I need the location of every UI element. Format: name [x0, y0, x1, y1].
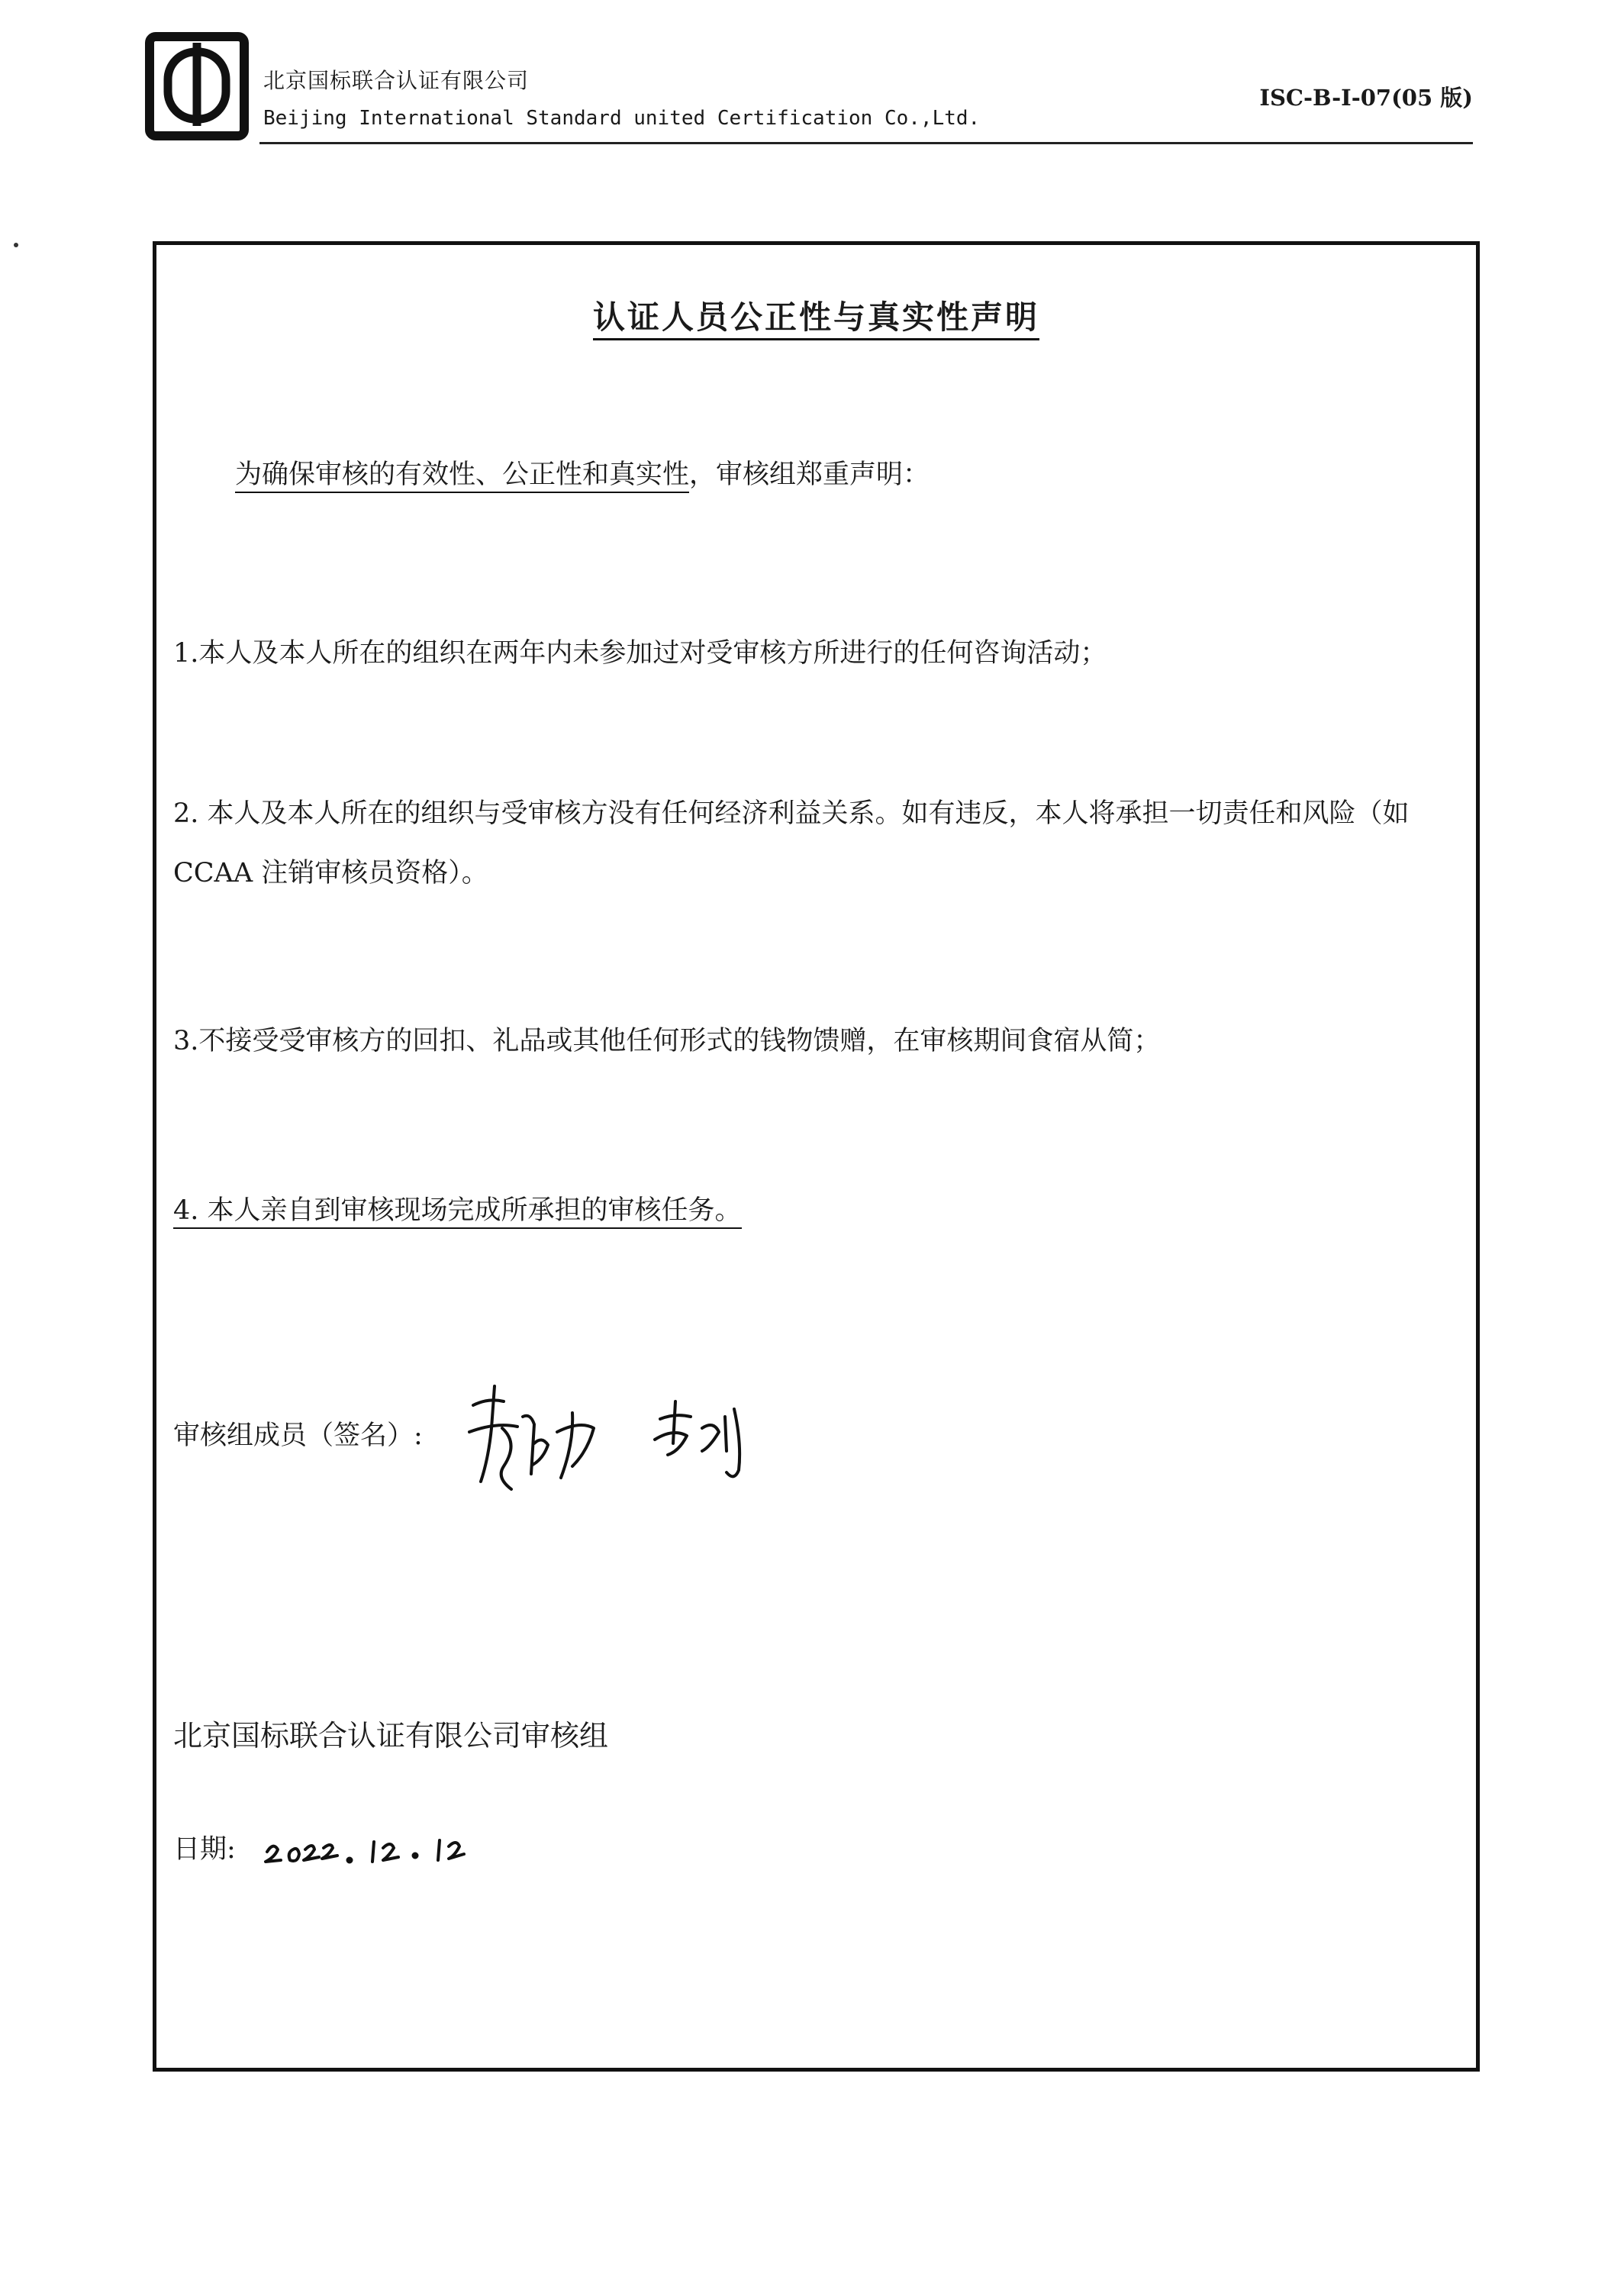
- company-logo: [145, 32, 249, 140]
- handwritten-date: [259, 1825, 488, 1871]
- header-divider: [259, 142, 1473, 144]
- item-4-text: 4. 本人亲自到审核现场完成所承担的审核任务。: [173, 1195, 742, 1229]
- declaration-title: [156, 292, 1476, 338]
- intro-rest-text: ，审核组郑重声明：: [689, 460, 930, 490]
- company-name-cn: 北京国标联合认证有限公司: [263, 68, 530, 93]
- date-label: 日期:: [173, 1834, 236, 1865]
- title-text: 认证人员公正性与真实性声明: [593, 298, 1039, 340]
- declaration-item-2: 2. 本人及本人所在的组织与受审核方没有任何经济利益关系。如有违反，本人将承担一切责任和风险（如 CCAA 注销审核员资格）。: [173, 798, 1410, 888]
- declaration-item-4: [173, 1181, 1461, 1240]
- declaration-item-1: 1.本人及本人所在的组织在两年内未参加过对受审核方所进行的任何咨询活动；: [173, 638, 1107, 669]
- company-name-en: Beijing International Standard united Certification Co.,Ltd.: [263, 107, 981, 130]
- document-code: ISC-B-I-07(05 版): [1259, 85, 1473, 111]
- declaration-frame: [153, 241, 1480, 2072]
- signers-label: 审核组成员（签名）:: [173, 1420, 423, 1451]
- audit-team-organization: 北京国标联合认证有限公司审核组: [173, 1719, 609, 1753]
- scan-speck: [14, 243, 18, 247]
- handwritten-signature: [458, 1375, 778, 1504]
- intro-paragraph: [235, 445, 1461, 505]
- intro-underlined-text: 为确保审核的有效性、公正性和真实性: [235, 460, 689, 493]
- declaration-item-3: 3.不接受受审核方的回扣、礼品或其他任何形式的钱物馈赠，在审核期间食宿从简；: [173, 1026, 1161, 1056]
- page-header: [145, 31, 1473, 145]
